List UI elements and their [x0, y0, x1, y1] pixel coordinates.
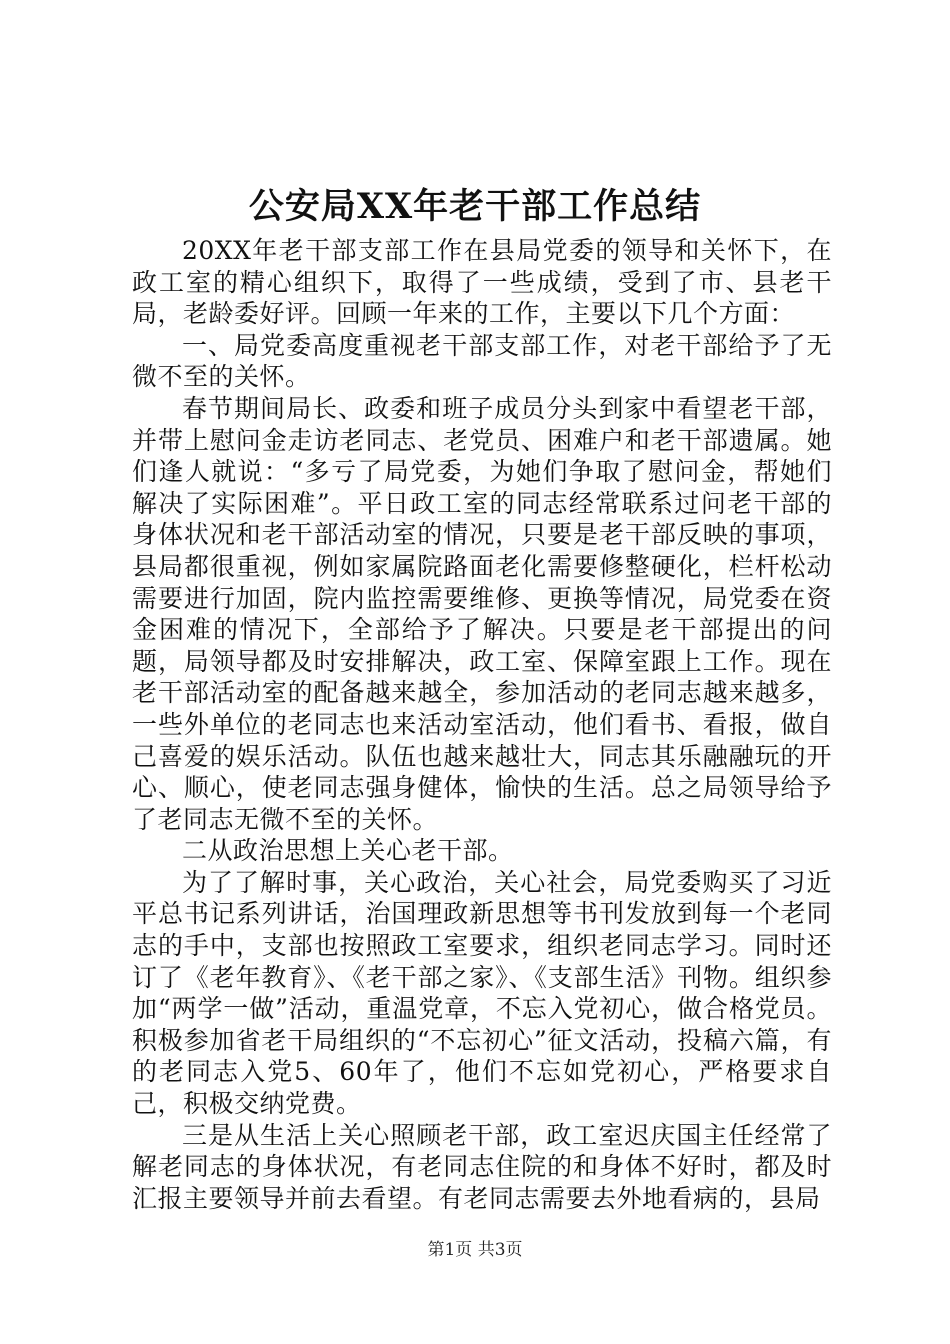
document-title: 公安局XX年老干部工作总结	[248, 186, 702, 227]
paragraph-intro: 20XX年老干部支部工作在县局党委的领导和关怀下，在政工室的精心组织下，取得了一些成绩，受到了市、县老干局，老龄委好评。回顾一年来的工作，主要以下几个方面：	[132, 236, 832, 329]
document-body	[132, 235, 832, 1214]
paragraph-section-one-heading: 一、局党委高度重视老干部支部工作，对老干部给予了无微不至的关怀。	[132, 330, 832, 392]
paragraph-section-three-body: 三是从生活上关心照顾老干部，政工室迟庆国主任经常了解老同志的身体状况，有老同志住院的和身体不好时，都及时汇报主要领导并前去看望。有老同志需要去外地看病的，县局	[132, 1120, 832, 1213]
paragraph-section-two-heading: 二从政治思想上关心老干部。	[182, 836, 514, 866]
page-footer: 第1页 共3页	[427, 1240, 523, 1260]
paragraph-section-one-body: 春节期间局长、政委和班子成员分头到家中看望老干部，并带上慰问金走访老同志、老党员、困难户和老干部遗属。她们逢人就说：“多亏了局党委，为她们争取了慰问金，帮她们解决了实际困难”。平日政工室的同志经常联系过问老干部的身体状况和老干部活动室的情况，只要是老干部反映的事项，县局都很重视，例如家属院路面老化需要修整硬化，栏杆松动需要进行加固，院内监控需要维修、更换等情况，局党委在资金困难的情况下，全部给予了解决。只要是老干部提出的问题，局领导都及时安排解决，政工室、保障室跟上工作。现在老干部活动室的配备越来越全，参加活动的老同志越来越多，一些外单位的老同志也来活动室活动，他们看书、看报，做自己喜爱的娱乐活动。队伍也越来越壮大，同志其乐融融玩的开心、顺心，使老同志强身健体，愉快的生活。总之局领导给予了老同志无微不至的关怀。	[132, 393, 832, 834]
paragraph-section-two-body: 为了了解时事，关心政治，关心社会，局党委购买了习近平总书记系列讲话，治国理政新思想等书刊发放到每一个老同志的手中，支部也按照政工室要求，组织老同志学习。同时还订了《老年教育》、《老干部之家》、《支部生活》刊物。组织参加“两学一做”活动，重温党章，不忘入党初心，做合格党员。积极参加省老干局组织的“不忘初心”征文活动，投稿六篇，有的老同志入党5、60年了，他们不忘如党初心，严格要求自己，积极交纳党费。	[132, 867, 832, 1119]
